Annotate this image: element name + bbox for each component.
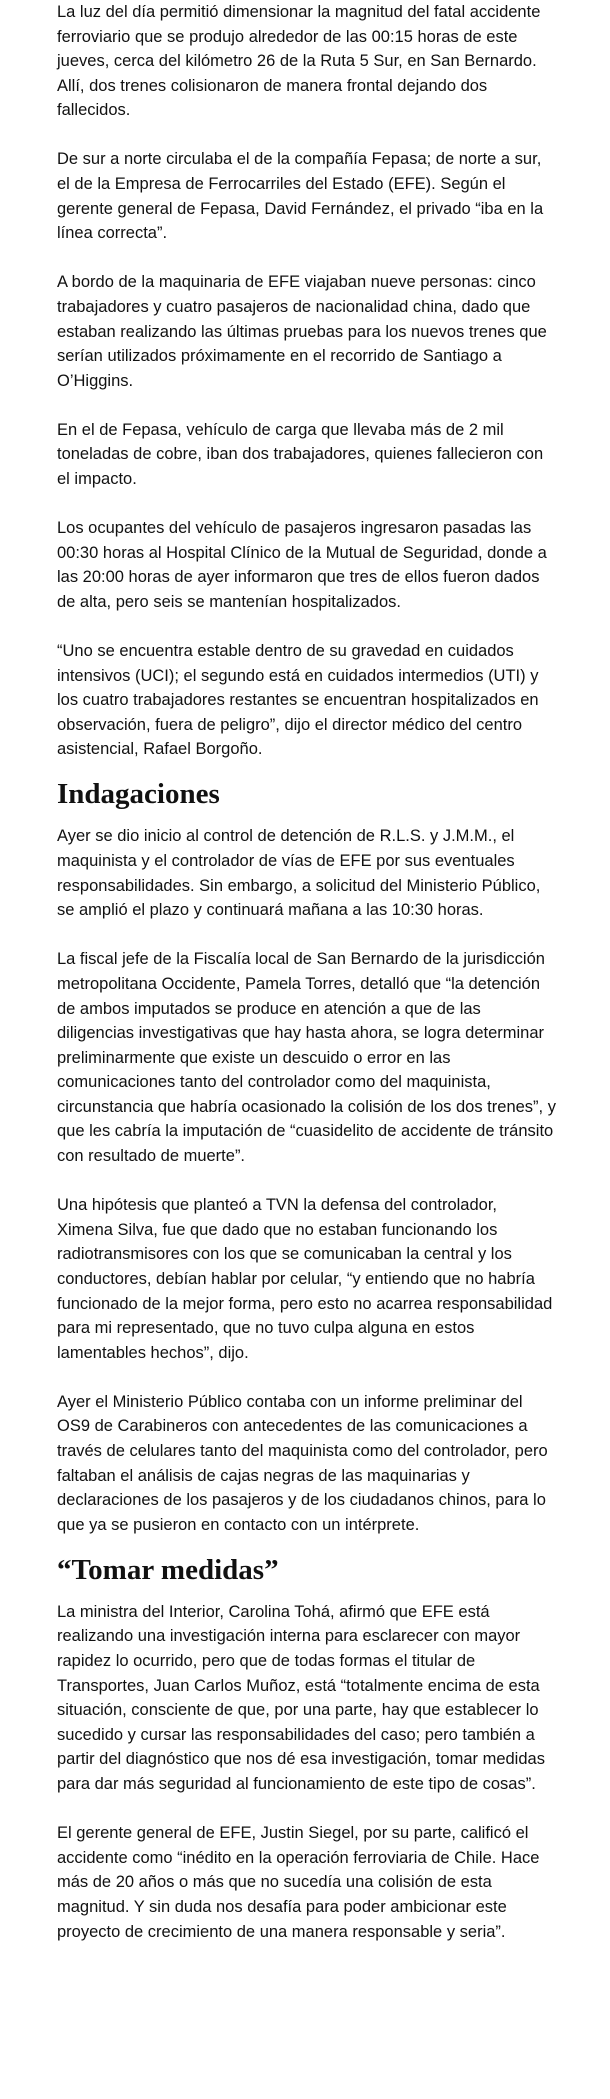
paragraph: De sur a norte circulaba el de la compañía Fepasa; de norte a sur, el de la Empresa de Ferrocarriles del Estado (EFE). Según el gerente general de Fepasa, David Fernández, el privado “iba en la línea correcta”. [57, 150, 544, 243]
paragraph: “Uno se encuentra estable dentro de su gravedad en cuidados intensivos (UCI); el segundo está en cuidados intermedios (UTI) y los cuatro trabajadores restantes se encuentran hospitalizados en observación, fuera de peligro”, dijo el director médico del centro asistencial, Rafael Borgoño. [57, 641, 539, 759]
paragraph: En el de Fepasa, vehículo de carga que llevaba más de 2 mil toneladas de cobre, iban dos trabajadores, quienes fallecieron con el impacto. [57, 420, 544, 488]
paragraph: A bordo de la maquinaria de EFE viajaban nueve personas: cinco trabajadores y cuatro pasajeros de nacionalidad china, dado que estaban realizando las últimas pruebas para los nuevos trenes que serían utilizados próximamente en el recorrido de Santiago a O’Higgins. [57, 273, 547, 390]
section-heading: “Tomar medidas” [57, 1553, 279, 1586]
paragraph: Ayer el Ministerio Público contaba con un informe preliminar del OS9 de Carabineros con antecedentes de las comunicaciones a través de celulares tanto del maquinista como del controlador, pero faltaban el análisis de cajas negras de las maquinarias y declaraciones de los pasajeros y de los ciudadanos chinos, para lo que ya se pusieron en contacto con un intérprete. [57, 1392, 548, 1534]
paragraph: Una hipótesis que planteó a TVN la defensa del controlador, Ximena Silva, fue que dado que no estaban funcionando los radiotransmisores con los que se comunicaban la central y los conductores, debían hablar por celular, “y entiendo que no habría funcionado de la mejor forma, pero esto no acarrea responsabilidad para mi representado, que no tuvo culpa alguna en estos lamentables hechos”, dijo. [57, 1196, 553, 1362]
paragraph: Los ocupantes del vehículo de pasajeros ingresaron pasadas las 00:30 horas al Hospital Clínico de la Mutual de Seguridad, donde a las 20:00 horas de ayer informaron que tres de ellos fueron dados de alta, pero seis se mantenían hospitalizados. [57, 519, 547, 611]
paragraph: Ayer se dio inicio al control de detención de R.L.S. y J.M.M., el maquinista y el controlador de vías de EFE por sus eventuales responsabilidades. Sin embargo, a solicitud del Ministerio Público, se amplió el plazo y continuará mañana a las 10:30 horas. [57, 827, 541, 920]
article-body [57, 0, 557, 1969]
paragraph: El gerente general de EFE, Justin Siegel, por su parte, calificó el accidente como “inédito en la operación ferroviaria de Chile. Hace más de 20 años o más que no sucedía una colisión de esta magnitud. Y sin duda nos desafía para poder ambicionar este proyecto de crecimiento de una manera responsable y seria”. [57, 1824, 540, 1941]
paragraph: La ministra del Interior, Carolina Tohá, afirmó que EFE está realizando una investigación interna para esclarecer con mayor rapidez lo ocurrido, pero que de todas formas el titular de Transportes, Juan Carlos Muñoz, está “totalmente encima de esta situación, consciente de que, por una parte, hay que establecer lo sucedido y cursar las responsabilidades del caso; pero también a partir del diagnóstico que nos dé esa investigación, tomar medidas para dar más seguridad al funcionamiento de este tipo de cosas”. [57, 1602, 545, 1794]
paragraph: La fiscal jefe de la Fiscalía local de San Bernardo de la jurisdicción metropolitana Occidente, Pamela Torres, detalló que “la detención de ambos imputados se produce en atención a que de las diligencias investigativas que hay hasta ahora, se logra determinar preliminarmente que existe un descuido o error en las comunicaciones tanto del controlador como del maquinista, circunstancia que habría ocasionado la colisión de los dos trenes”, y que les cabría la imputación de “cuasidelito de accidente de tránsito con resultado de muerte”. [57, 950, 556, 1166]
paragraph: La luz del día permitió dimensionar la magnitud del fatal accidente ferroviario que se produjo alrededor de las 00:15 horas de este jueves, cerca del kilómetro 26 de la Ruta 5 Sur, en San Bernardo. Allí, dos trenes colisionaron de manera frontal dejando dos fallecidos. [57, 3, 541, 120]
section-heading: Indagaciones [57, 778, 220, 811]
